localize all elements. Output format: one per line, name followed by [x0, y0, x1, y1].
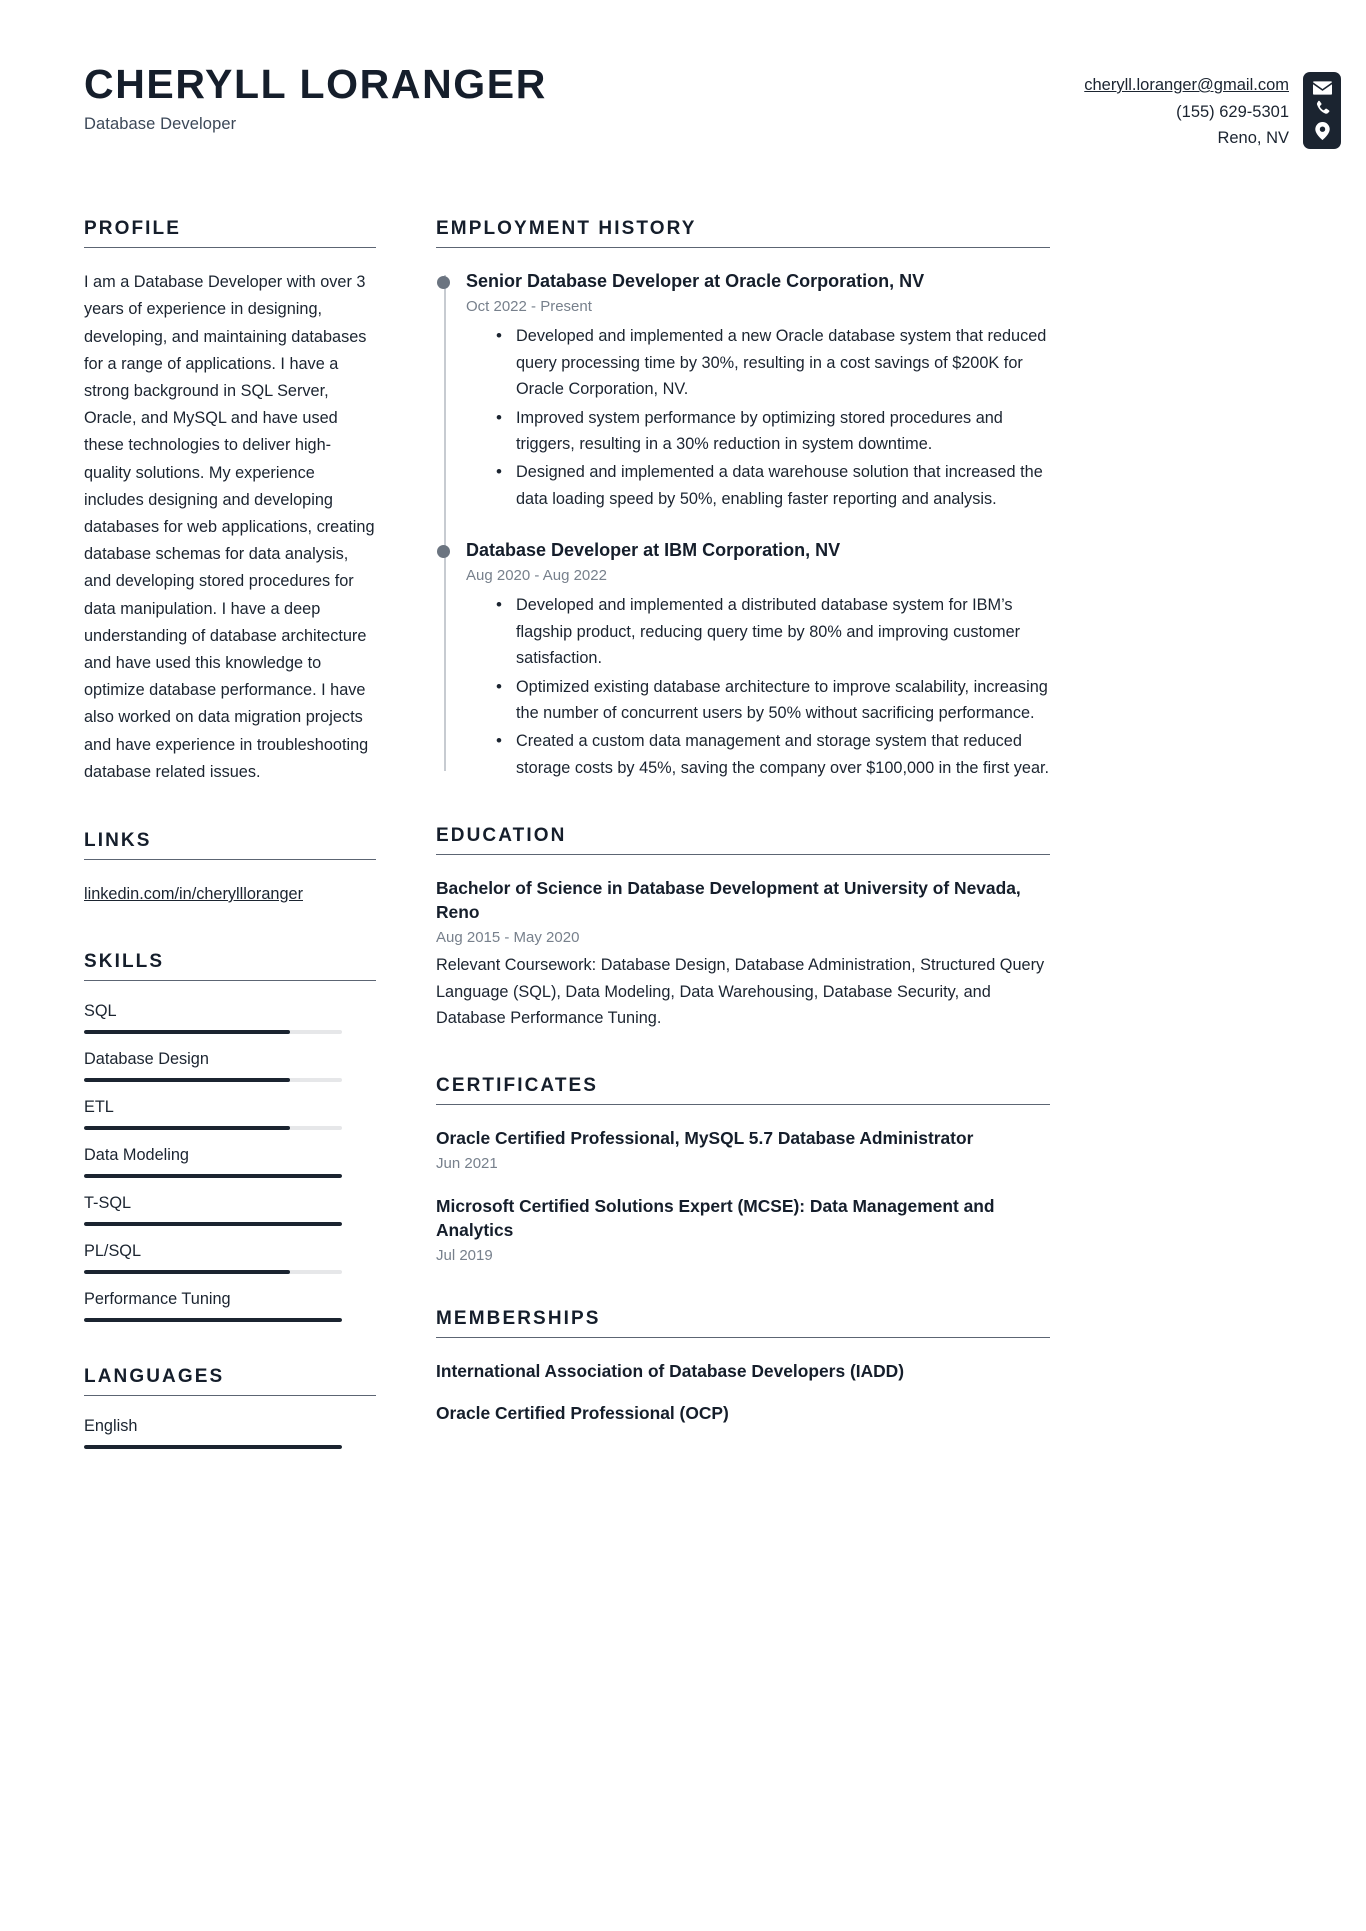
education-title: Bachelor of Science in Database Development at University of Nevada, Reno — [436, 878, 1021, 923]
education-list — [436, 876, 1050, 1031]
job-entry — [466, 538, 1050, 781]
section-heading-skills: SKILLS — [84, 951, 165, 973]
job-bullet: • Developed and implemented a new Oracle database system that reduced query processing time by 30%, resulting in a cost savings of $200K for Oracle Corporation, NV. — [494, 323, 1050, 402]
skill-name: SQL — [84, 1002, 117, 1021]
skill-item — [84, 1098, 376, 1130]
education-entry — [436, 876, 1050, 1031]
section-rule — [84, 247, 376, 248]
language-item — [84, 1417, 376, 1449]
skill-level-bar — [84, 1270, 342, 1274]
resume-header — [0, 0, 1366, 152]
skill-level-fill — [84, 1318, 342, 1322]
contact-block — [1084, 62, 1366, 152]
candidate-job-title: Database Developer — [84, 115, 237, 134]
section-rule — [84, 980, 376, 981]
skill-level-bar — [84, 1078, 342, 1082]
job-bullet: • Designed and implemented a data warehouse solution that increased the data loading speed by 50%, enabling faster reporting and analysis. — [494, 459, 1050, 512]
job-date: Aug 2020 - Aug 2022 — [466, 567, 607, 585]
skill-item — [84, 1242, 376, 1274]
location-pin-icon — [1315, 122, 1330, 140]
contact-icon-strip — [1303, 72, 1341, 149]
section-employment-history — [436, 218, 1050, 781]
section-memberships — [436, 1308, 1050, 1425]
skill-level-fill — [84, 1270, 290, 1274]
job-bullet: • Optimized existing database architecture to improve scalability, increasing the number of concurrent users by 50% without sacrificing performance. — [494, 674, 1050, 727]
main-column — [436, 218, 1050, 1493]
skill-level-bar — [84, 1174, 342, 1178]
section-rule — [436, 247, 1050, 248]
job-bullet-list — [466, 323, 1050, 512]
contact-location: Reno, NV — [1217, 129, 1289, 148]
skill-item — [84, 1050, 376, 1082]
skill-level-fill — [84, 1174, 342, 1178]
skill-item — [84, 1194, 376, 1226]
languages-list — [84, 1417, 376, 1449]
skill-level-fill — [84, 1222, 342, 1226]
timeline-dot-icon — [437, 276, 450, 289]
resume-body — [0, 218, 1366, 1493]
section-heading-employment: EMPLOYMENT HISTORY — [436, 218, 697, 240]
profile-summary-text: I am a Database Developer with over 3 years of experience in designing, developing, and maintaining databases for a range of applications. I have a strong background in SQL Server, Oracle, and MySQL and have used these technologies to deliver high-quality solutions. My experience includes designing and developing databases for web applications, creating database schemas for data analysis, and developing stored procedures for data manipulation. I have a deep understanding of database architecture and have used this knowledge to optimize database performance. I have also worked on data migration projects and have experience in troubleshooting database related issues. — [84, 273, 375, 781]
section-heading-links: LINKS — [84, 830, 152, 852]
envelope-icon — [1313, 81, 1332, 95]
certificate-date: Jun 2021 — [436, 1155, 498, 1173]
section-languages — [84, 1366, 376, 1449]
education-description: Relevant Coursework: Database Design, Database Administration, Structured Query Language (SQL), Data Modeling, Data Warehousing, Database Security, and Database Performance Tuning. — [436, 956, 1045, 1028]
skill-name: ETL — [84, 1098, 114, 1117]
language-level-bar — [84, 1445, 342, 1449]
certificate-date: Jul 2019 — [436, 1247, 493, 1265]
certificates-list — [436, 1126, 1050, 1264]
education-date: Aug 2015 - May 2020 — [436, 929, 580, 947]
skill-level-bar — [84, 1318, 342, 1322]
section-rule — [84, 1395, 376, 1396]
jobs-list — [466, 269, 1050, 781]
job-date: Oct 2022 - Present — [466, 298, 592, 316]
skill-level-fill — [84, 1078, 290, 1082]
link-item[interactable]: linkedin.com/in/cheryllloranger — [84, 885, 303, 904]
column-gutter — [376, 218, 436, 1493]
skill-level-fill — [84, 1126, 290, 1130]
contact-lines — [1084, 72, 1303, 152]
skill-level-bar — [84, 1126, 342, 1130]
section-profile — [84, 218, 376, 786]
job-bullet: • Created a custom data management and storage system that reduced storage costs by 45%, saving the company over $100,000 in the first year. — [494, 728, 1050, 781]
skill-item — [84, 1002, 376, 1034]
skill-level-bar — [84, 1030, 342, 1034]
timeline-line — [444, 275, 446, 771]
certificate-entry — [436, 1194, 1050, 1264]
certificate-entry — [436, 1126, 1050, 1172]
skill-level-fill — [84, 1030, 290, 1034]
section-heading-memberships: MEMBERSHIPS — [436, 1308, 601, 1330]
skill-item — [84, 1290, 376, 1322]
section-heading-languages: LANGUAGES — [84, 1366, 225, 1388]
job-entry — [466, 269, 1050, 512]
job-bullet-list — [466, 592, 1050, 781]
identity-block — [0, 62, 547, 134]
section-heading-education: EDUCATION — [436, 825, 567, 847]
section-rule — [84, 859, 376, 860]
membership-item: International Association of Database Developers (IADD) — [436, 1361, 905, 1382]
skill-level-bar — [84, 1222, 342, 1226]
section-education — [436, 825, 1050, 1031]
employment-timeline — [436, 269, 1050, 781]
skill-name: Data Modeling — [84, 1146, 189, 1165]
certificate-title: Microsoft Certified Solutions Expert (MCSE): Data Management and Analytics — [436, 1196, 995, 1241]
memberships-list — [436, 1359, 1050, 1425]
contact-phone: (155) 629-5301 — [1176, 102, 1289, 121]
skills-list — [84, 1002, 376, 1322]
section-skills — [84, 951, 376, 1322]
job-title: Database Developer at IBM Corporation, NV — [466, 540, 841, 561]
job-bullet: • Developed and implemented a distributed database system for IBM’s flagship product, reducing query time by 80% and improving customer satisfaction. — [494, 592, 1050, 671]
section-links — [84, 830, 376, 907]
language-level-fill — [84, 1445, 342, 1449]
section-heading-certificates: CERTIFICATES — [436, 1075, 599, 1097]
language-name: English — [84, 1417, 138, 1436]
candidate-name: CHERYLL LORANGER — [84, 61, 547, 107]
job-bullet: • Improved system performance by optimizing stored procedures and triggers, resulting in a 30% reduction in system downtime. — [494, 405, 1050, 458]
skill-name: Performance Tuning — [84, 1290, 231, 1309]
membership-item: Oracle Certified Professional (OCP) — [436, 1402, 729, 1423]
section-rule — [436, 854, 1050, 855]
section-certificates — [436, 1075, 1050, 1264]
skill-name: T-SQL — [84, 1194, 132, 1213]
skill-name: PL/SQL — [84, 1242, 142, 1261]
certificate-title: Oracle Certified Professional, MySQL 5.7 Database Administrator — [436, 1128, 974, 1149]
job-title: Senior Database Developer at Oracle Corporation, NV — [466, 271, 925, 292]
section-heading-profile: PROFILE — [84, 218, 182, 240]
phone-icon — [1314, 100, 1331, 117]
contact-email[interactable]: cheryll.loranger@gmail.com — [1084, 76, 1289, 94]
skill-item — [84, 1146, 376, 1178]
links-list — [84, 881, 376, 907]
section-rule — [436, 1104, 1050, 1105]
skill-name: Database Design — [84, 1050, 209, 1069]
timeline-dot-icon — [437, 545, 450, 558]
sidebar-column — [84, 218, 376, 1493]
section-rule — [436, 1337, 1050, 1338]
